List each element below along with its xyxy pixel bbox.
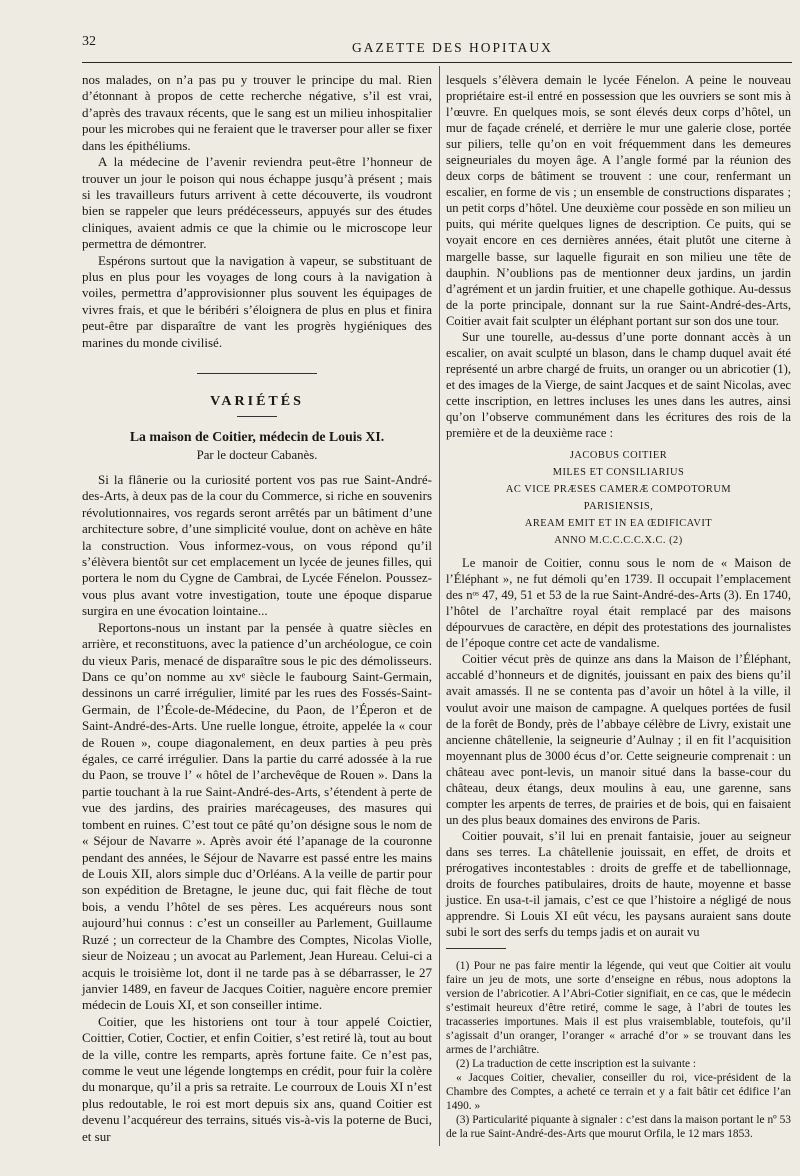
left-column xyxy=(82,72,432,1145)
journal-title: GAZETTE DES HOPITAUX xyxy=(352,40,553,55)
paragraph: lesquels s’élèvera demain le lycée Fénelon. A peine le nouveau propriétaire est-il entré en possession que les ouvriers se sont mis à l’œuvre. En quelques mois, se sont élevés deux corps d’hôtel, un mur de façade crénelé, et derrière le mur une galerie close, portée sur piliers, telle qu’on en voit fréquemment dans les demeures seigneuriales du moyen âge. A l’angle formé par la réunion des deux corps de bâtiment se trouvent : une cour, renfermant un escalier, en forme de vis ; un ensemble de constructions disparates ; un petit corps d’hôtel. Une deuxième cour possède en son milieu un puits, qui mérite quelques lignes de description. Ce puits, qui se voyait encore en ces dernières années, était plutôt une citerne à margelle basse, sur laquelle figurait en son milieu une tête de dauphin. N’oublions pas de mentionner deux jardins, un jardin d’agrément et un jardin fruitier, et une chapelle gothique. Au-dessus de la porte principale, donnant sur la rue Saint-André-des-Arts, Coitier avait fait sculpter un éléphant portant sur son dos une tour. xyxy=(446,73,791,328)
inscription-line: ANNO M.C.C.C.C.X.C. (2) xyxy=(554,535,683,547)
footnote: (2) La traduction de cette inscription est la suivante : xyxy=(456,1058,697,1071)
column-divider xyxy=(439,66,440,1146)
title-rule xyxy=(237,416,277,417)
paragraph: Le manoir de Coitier, connu sous le nom de « Maison de l’Éléphant », ne fut démoli qu’en 1739. Il occupait l’emplacement des nᵒˢ 47, 49, 51 et 53 de la rue Saint-André-des-Arts (3). En 1740, l’hôtel de l’archaïtre royal était remplacé par des maisons dépourvues de caractère, en dépit des protestations des journalistes de l’époque contre cet acte de vandalisme. xyxy=(446,556,791,651)
section-ornament xyxy=(82,365,432,381)
page-header xyxy=(82,30,782,54)
header-rule xyxy=(82,62,792,63)
paragraph: Si la flânerie ou la curiosité portent vos pas rue Saint-André-des-Arts, à deux pas de la cour du Commerce, si riche en souvenirs révolutionnaires, vos regards seront arrêtés par un bâtiment d’une architecture sobre, d’une simplicité voulue, dont on achève en hâte la construction. Vous informez-vous, on vous répond qu’il s’élèvera bientôt sur cet emplacement un lycée de jeunes filles, qui portera le nom du Cygne de Cambrai, de Lycée Fénelon. Poussez-vous plus avant votre investigation, toute une époque disparue surgira en une évocation lointaine... xyxy=(82,471,432,619)
page-number: 32 xyxy=(82,34,96,49)
paragraph: Sur une tourelle, au-dessus d’une porte donnant accès à un escalier, on avait sculpté un blason, dans le champ duquel avait été représenté un arbre chargé de fruits, un oranger ou un abricotier (1), et des images de la Vierge, de saint Jacques et de saint Nicolas, avec cette inscription, en lettres incluses les unes dans les autres, ainsi qu’on l’observe communément dans les écritures des rois de la première et de la deuxième race : xyxy=(446,329,791,441)
footnote: (1) Pour ne pas faire mentir la légende, qui veut que Coitier ait voulu faire un jeu de mots, une sorte d’enseigne en rébus, nous adoptons la version de l’abricotier. A l’Abri-Cotier signifiait, en ce cas, que le médecin s’estimait heureux d’être retiré, comme le sage, à l’abri de toutes les tracasseries importunes. Mais il est plus vraisemblable, toutefois, qu’il s’agissait d’un oranger, l’oranger « arraché d’or » se trouvant dans les armes de l’archiâtre. xyxy=(446,960,791,1057)
inscription-line: AREAM EMIT ET IN EA ŒDIFICAVIT xyxy=(524,518,713,530)
paragraph: Coitier vécut près de quinze ans dans la Maison de l’Éléphant, accablé d’honneurs et de dignités, jouissant en paix des biens qu’il avait amassés. Il ne se contenta pas d’avoir un hôtel à la ville, il voulut avoir une maison de campagne. A quelques portées de fusil de la forêt de Bondy, près de l’abbaye célèbre de Livry, existait une ancienne châtellenie, la seigneurie d’Aulnay ; il en fit l’acquisition moyennant plus de 3000 écus d’or. Cette seigneurie comprenait : un château avec pont-levis, un manoir situé dans la basse-cour du château, deux étangs, deux moulins à eau, une garenne, sans compter les arpents de terres, de prairies et de bois, qui en faisaient un des plus beaux domaines des environs de Paris. xyxy=(446,652,791,827)
paragraph: A la médecine de l’avenir reviendra peut-être l’honneur de trouver un jour le poison qui nous échappe jusqu’à présent ; mais si les travailleurs futurs arrivent à cette découverte, ils voudront bien se rappeler que leurs prédécesseurs, appuyés sur des études cliniques, avaient admis ce que la chimie ou le microscope leur permettra de démontrer. xyxy=(82,154,432,252)
footnote: (3) Particularité piquante à signaler : c’est dans la maison portant le nº 53 de la rue Saint-André-des-Arts que mourut Orfila, le 12 mars 1853. xyxy=(446,1114,791,1141)
paragraph: Coitier, que les historiens ont tour à tour appelé Coictier, Coittier, Cotier, Coctier, et enfin Coitier, s’est retiré là, tout au bout de la ville, contre les remparts, après fortune faite. Ce n’est pas, comme le veut une légende longtemps en crédit, pour fuir la colère du monarque, qu’il a pris sa retraite. Le courroux de Louis XI n’est plus redoutable, le roi est mort depuis six ans, quand Coitier est devenu l’acquéreur des terrains, situés vis-à-vis la poterne de Buci, et sur xyxy=(82,1013,432,1144)
inscription-line: PARISIENSIS, xyxy=(583,501,654,513)
article-byline: Par le docteur Cabanès. xyxy=(196,448,318,463)
inscription-line: MILES ET CONSILIARIUS xyxy=(552,467,685,479)
inscription-line: JACOBUS COITIER xyxy=(569,450,668,462)
footnote-rule xyxy=(446,948,506,949)
inscription xyxy=(446,447,791,549)
right-column xyxy=(446,72,791,1141)
inscription-line: AC VICE PRÆSES CAMERÆ COMPOTORUM xyxy=(505,484,732,496)
footnote: « Jacques Coitier, chevalier, conseiller du roi, vice-président de la Chambre des Comptes, a acheté ce terrain et y a fait bâtir cet édifice l’an 1490. » xyxy=(446,1072,791,1113)
paragraph: nos malades, on n’a pas pu y trouver le principe du mal. Rien d’étonnant à propos de cette recherche négative, s’il est vrai, d’après des travaux récents, que le sang est un milieu inhospitalier pour les microbes qui ne feraient que le traverser pour aller se fixer dans les épithéliums. xyxy=(82,72,432,153)
footnotes xyxy=(446,948,791,1141)
article-title: La maison de Coitier, médecin de Louis XI. xyxy=(129,429,385,445)
paragraph: Reportons-nous un instant par la pensée à quatre siècles en arrière, et reconstituons, avec la patience d’un archéologue, ce coin du vieux Paris, menacé de disparaître sous le pic des démolisseurs. Dans ce qu’on nomme au xvᵉ siècle le faubourg Saint-Germain, dessinons un carré irrégulier, limité par les rues des Fossés-Saint-Germain, de l’École-de-Médecine, du Paon, de l’Éperon et de Saint-André-des-Arts. Une ruelle longue, étroite, appelée la « cour de Rouen », coupe diagonalement, en deux parties à peu près égales, ce carré irrégulier. Dans la partie du carré adossée à la rue du Paon, se trouve l’ « hôtel de l’archevêque de Rouen ». Dans la partie touchant à la rue Saint-André-des-Arts, s’étendent à perte de vue des jardins, des prairies marécageuses, des masures qui tombent en ruines. C’est tout ce pâté qu’on désigne sous le nom de « Séjour de Navarre ». Après avoir été l’apanage de la couronne pendant des années, le Séjour de Navarre est passé entre les mains de Louis XII, alors simple duc d’Orléans. A la veille de partir pour son expédition de Bretagne, le jeune duc, qui fait flèche de tout bois, a vendu l’hôtel de ses pères. Les acquéreurs nous sont aujourd’hui connus : c’est un conseiller au Parlement, Guillaume Ruzé ; un correcteur de la Chambre des Comptes, Nicolas Violle, sieur de Noizeau ; un avocat au Parlement, Jean Hureau. Celui-ci a acquis le troisième lot, dont il ne tarde pas à se débarrasser, le 27 janvier 1489, en faveur de Jacques Coitier, naguère encore premier médecin de Louis XI, et son conseiller intime. xyxy=(82,619,432,1013)
paragraph: Espérons surtout que la navigation à vapeur, se substituant de plus en plus pour les voyages de long cours à la navigation à voiles, permettra d’approvisionner plus souvent les équipages de vivres frais, et que le béribéri s’éloignera de plus en plus et finira peut-être par disparaître de vant les progrès hygiéniques des marines du monde civilisé. xyxy=(82,252,432,350)
paragraph: Coitier pouvait, s’il lui en prenait fantaisie, jouer au seigneur dans ses terres. La châtellenie jouissait, en effet, de droits et prérogatives incontestables : droits de greffe et de tabellionnage, droits de fourches patibulaires, droits de haute, moyenne et basse justice. En usa-t-il jamais, c’est ce que l’histoire a négligé de nous apprendre. Si Louis XI eût vécu, les paysans auraient sans doute subi le sort des serfs du temps jadis et on aurait vu xyxy=(446,828,791,940)
section-title: VARIÉTÉS xyxy=(210,393,304,409)
